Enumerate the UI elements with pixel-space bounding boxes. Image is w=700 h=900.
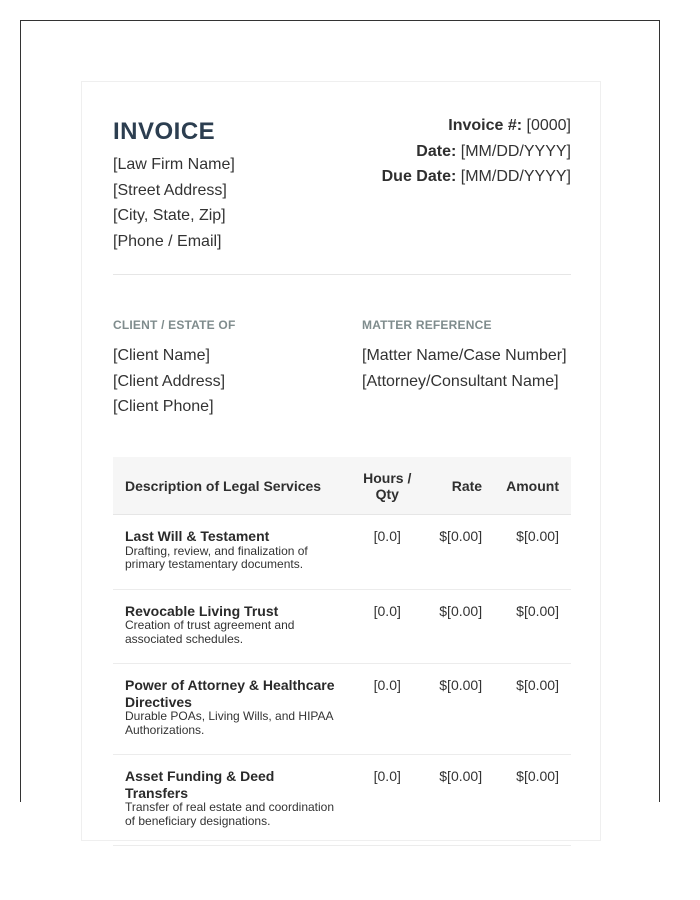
invoice-meta [382,113,571,190]
firm-street: [Street Address] [113,181,227,199]
services-table [113,457,571,846]
service-cell [113,664,350,755]
header-qty: Hours / Qty [350,457,424,515]
invoice-number-label: Invoice #: [448,117,523,134]
invoice-due-value: [MM/DD/YYYY] [460,168,571,185]
firm-info [113,152,235,254]
matter-block [362,318,567,394]
service-cell [113,515,350,590]
invoice-card [81,81,601,841]
service-cell [113,755,350,846]
service-description: Drafting, review, and finalization of primary testamentary documents. [125,543,308,571]
invoice-due-label: Due Date: [381,168,457,185]
service-amount: $[0.00] [494,589,571,664]
firm-city: [City, State, Zip] [113,207,226,224]
services-table-body [113,515,571,846]
service-name: Power of Attorney & Healthcare Directives [125,677,335,710]
service-rate: $[0.00] [424,664,494,755]
service-rate: $[0.00] [424,515,494,590]
table-row [113,755,571,846]
service-qty: [0.0] [350,664,424,755]
service-rate: $[0.00] [424,589,494,664]
header-description: Description of Legal Services [113,457,350,515]
table-row [113,664,571,755]
invoice-due-date [382,164,571,190]
invoice-number [382,113,571,139]
service-description: Transfer of real estate and coordination of beneficiary designations. [125,800,335,828]
header-row [113,457,571,515]
table-row [113,515,571,590]
invoice-date-value: [MM/DD/YYYY] [460,142,571,160]
matter-name: [Matter Name/Case Number] [362,347,567,364]
service-cell [113,589,350,664]
invoice-date-label: Date: [416,142,457,160]
service-name: Asset Funding & Deed Transfers [125,768,275,801]
client-block [113,318,236,420]
invoice-title: INVOICE [113,118,216,145]
parties-section [113,275,571,457]
service-amount: $[0.00] [494,515,571,590]
invoice-content [113,82,571,846]
service-qty: [0.0] [350,589,424,664]
client-phone: [Client Phone] [113,398,214,415]
services-table-header [113,457,571,515]
client-label: CLIENT / ESTATE OF [113,318,236,332]
client-address: [Client Address] [113,372,226,390]
invoice-header [113,82,571,275]
header-rate: Rate [424,457,494,515]
service-description: Creation of trust agreement and associated schedules. [125,618,295,646]
table-row [113,589,571,664]
service-amount: $[0.00] [494,755,571,846]
firm-name: [Law Firm Name] [113,156,235,173]
firm-contact: [Phone / Email] [113,232,222,250]
matter-label: MATTER REFERENCE [362,318,492,332]
document-page [20,20,660,828]
service-qty: [0.0] [350,755,424,846]
service-rate: $[0.00] [424,755,494,846]
service-amount: $[0.00] [494,664,571,755]
invoice-number-value: [0000] [526,117,571,134]
service-qty: [0.0] [350,515,424,590]
header-amount: Amount [494,457,571,515]
client-name: [Client Name] [113,347,210,364]
service-name: Last Will & Testament [125,528,270,544]
service-name: Revocable Living Trust [125,602,279,619]
matter-attorney: [Attorney/Consultant Name] [362,372,559,390]
invoice-date [382,139,571,165]
service-description: Durable POAs, Living Wills, and HIPAA Authorizations. [125,709,333,737]
